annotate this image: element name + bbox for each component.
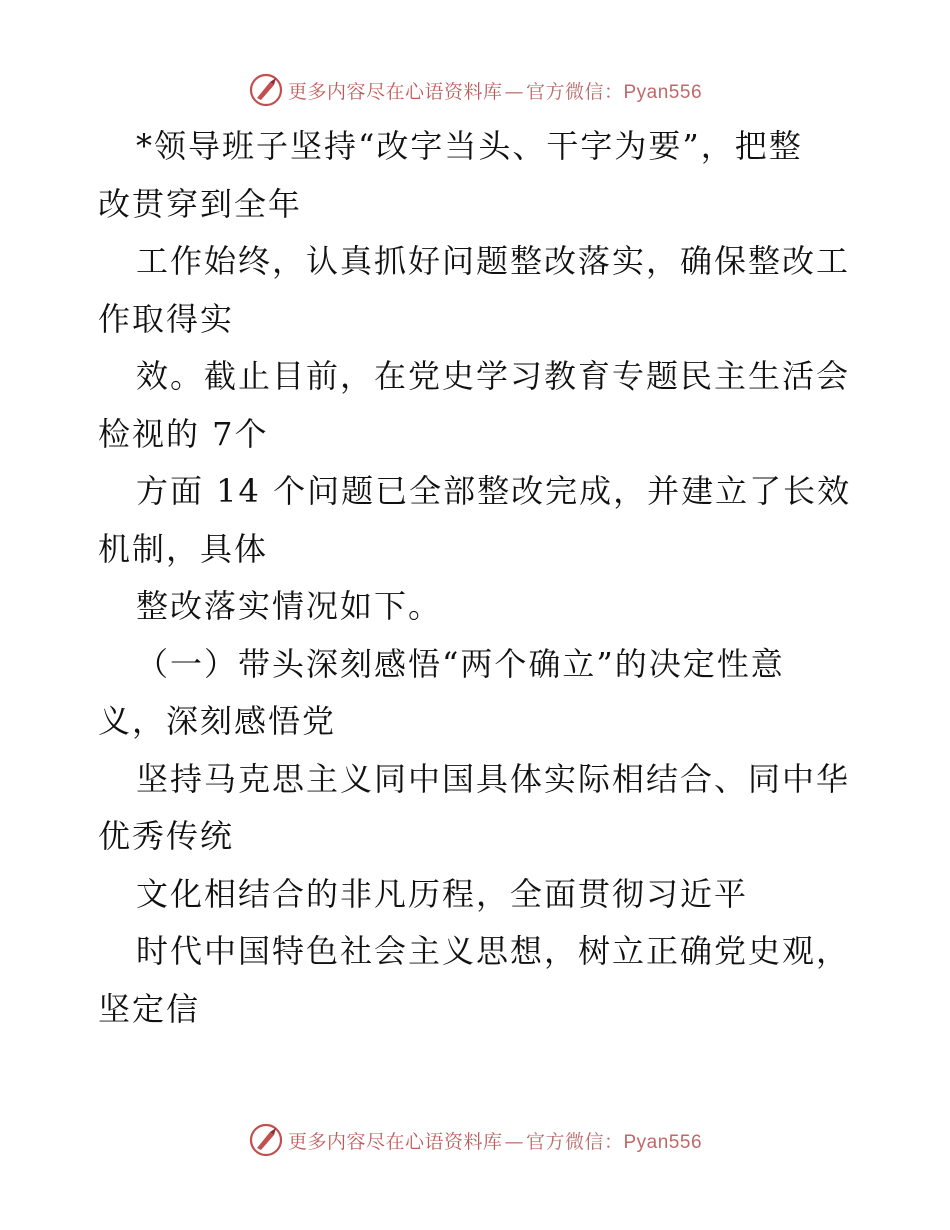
watermark-site: 更多内容尽在心语资料库	[287, 80, 503, 103]
text-line: 机制，具体	[98, 529, 269, 568]
watermark-text	[288, 1127, 702, 1154]
text-line: 作取得实	[98, 299, 235, 338]
footer-watermark	[0, 1120, 950, 1160]
text-line: 坚定信	[98, 989, 201, 1028]
watermark-label: 官方微信：	[525, 80, 624, 103]
document-body	[98, 118, 858, 1038]
quill-logo-icon	[248, 1122, 284, 1158]
text-line: *领导班子坚持“改字当头、干字为要”，把整	[136, 127, 803, 165]
watermark-id: Pyan556	[623, 81, 703, 103]
header-watermark	[0, 70, 950, 110]
text-line: （一）带头深刻感悟“两个确立”的决定性意	[136, 644, 785, 683]
watermark-separator: —	[504, 1130, 524, 1153]
text-line: 坚持马克思主义同中国具体实际相结合、同中华	[136, 759, 851, 798]
text-line: 改贯穿到全年	[98, 184, 303, 223]
text-line: 检视的 7个	[98, 414, 269, 453]
watermark-site: 更多内容尽在心语资料库	[287, 1130, 503, 1153]
text-line: 方面 14 个问题已全部整改完成，并建立了长效	[136, 472, 852, 510]
watermark-text	[288, 77, 702, 104]
quill-logo-icon	[248, 72, 284, 108]
text-line: 优秀传统	[98, 817, 235, 855]
text-line: 时代中国特色社会主义思想，树立正确党史观，	[136, 932, 851, 970]
text-line: 整改落实情况如下。	[136, 587, 443, 625]
text-line: 效。截止目前，在党史学习教育专题民主生活会	[136, 357, 851, 395]
watermark-id: Pyan556	[623, 1131, 703, 1153]
text-line: 义，深刻感悟党	[98, 702, 337, 740]
text-line: 工作始终，认真抓好问题整改落实，确保整改工	[136, 242, 851, 280]
watermark-label: 官方微信：	[525, 1130, 624, 1153]
watermark-separator: —	[504, 80, 524, 103]
text-line: 文化相结合的非凡历程，全面贯彻习近平	[136, 874, 749, 913]
